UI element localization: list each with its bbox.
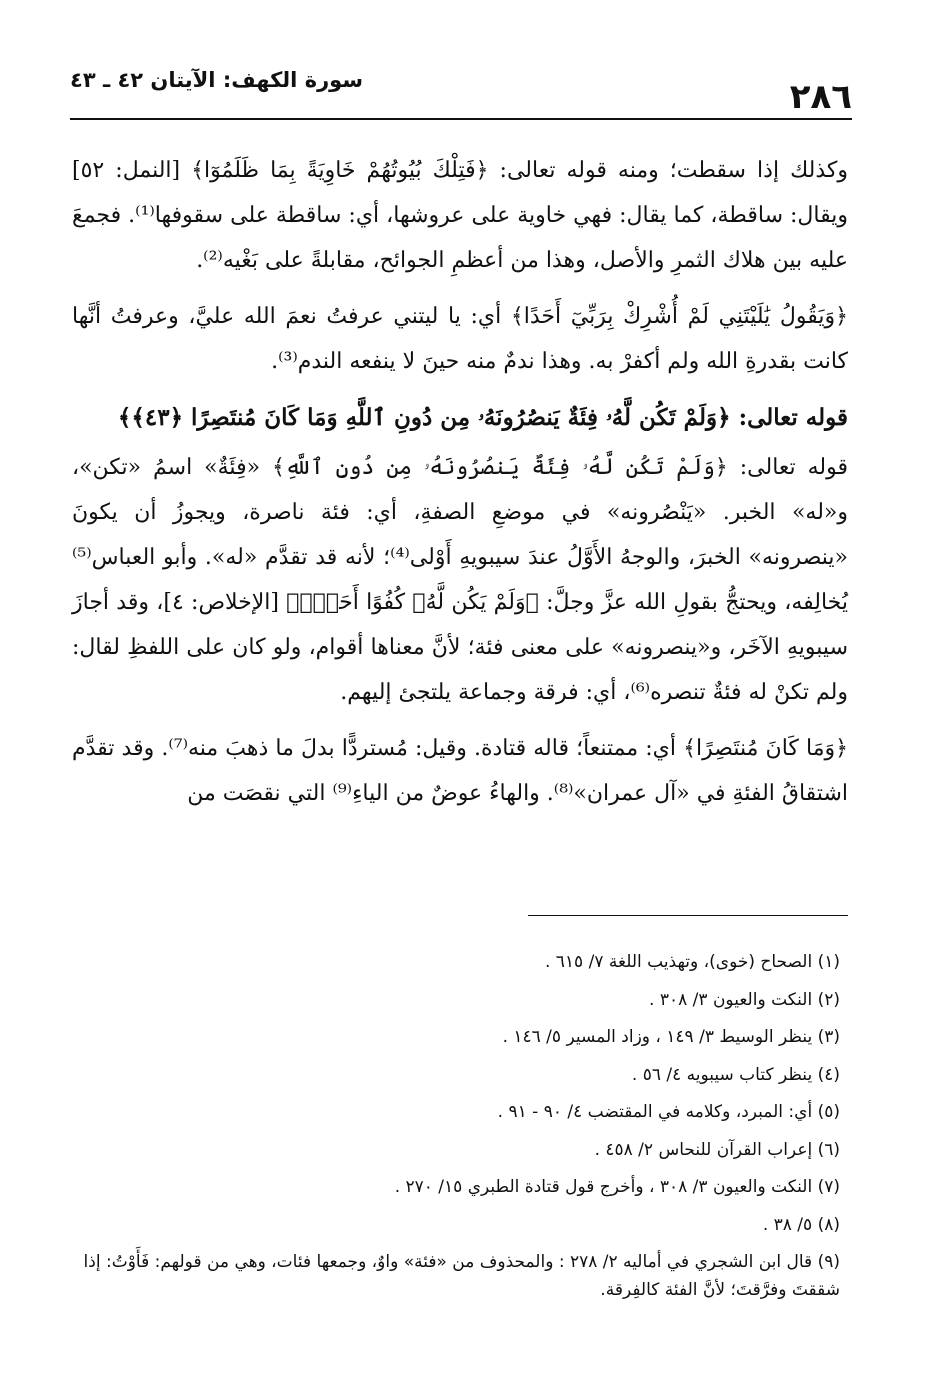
footnote-5: (٥) أي: المبرد، وكلامه في المقتضب ٤/ ٩٠ - ٩١ .: [497, 1102, 840, 1122]
footnotes: [76, 944, 840, 1304]
footnote-8: (٨) ٥/ ٣٨ .: [762, 1214, 840, 1235]
page-number: ٢٨٦: [789, 77, 852, 117]
paragraph-2: [72, 294, 848, 384]
quran-verse-4: ﴿ وَلَمْ يَكُن لَّهُۥ كُفُوًا أَحَدٌۢ ﴾: [286, 590, 539, 615]
paragraph-3-intro: قوله تعالى:: [739, 455, 849, 480]
paragraph-1-body: [النمل: ٥٢] ويقال: ساقطة، كما يقال: فهي خاوية على عروشها، أي: ساقطة على سقوفها⁽¹⁾. فجمعَ عليه بين هلاك الثمرِ والأصل، وهذا من أعظمِ الجوائح، مقابلةً على بَغْيه⁽²⁾.: [72, 158, 848, 273]
verse-heading-label: قوله تعالى:: [738, 404, 848, 431]
verse-heading-quran: ﴿ وَلَمْ تَكُن لَّهُۥ فِئَةٌ يَنصُرُونَهُۥ مِن دُونِ ٱللَّهِ وَمَا كَانَ مُنتَصِرًا ﴿٤٣﴾ ﴾: [118, 404, 731, 431]
quran-verse-2: ﴿ وَيَقُولُ يَٰلَيْتَنِي لَمْ أُشْرِكْ بِرَبِّيٓ أَحَدًا ﴾: [511, 304, 848, 329]
quran-verse-1: ﴿ فَتِلْكَ بُيُوتُهُمْ خَاوِيَةً بِمَا ظَلَمُوٓا ﴾: [191, 158, 488, 183]
page-header: [70, 66, 852, 120]
paragraph-2-body: أي: يا ليتني عرفتُ نعمَ الله عليَّ، وعرفتُ أنَّها كانت بقدرةِ الله ولم أكفرْ به. وهذا ندمٌ منه حينَ لا ينفعه الندم⁽³⁾.: [72, 304, 848, 374]
footnote-4: (٤) ينظر كتاب سيبويه ٤/ ٥٦ .: [631, 1064, 840, 1085]
main-text: [72, 148, 848, 816]
verse-heading: [72, 395, 848, 440]
footnote-separator: [528, 915, 848, 916]
quran-verse-3: ﴿ وَلَمْ تَكُن لَّهُۥ فِئَةٌ يَنصُرُونَهُۥ مِن دُونِ ٱللَّهِ ﴾: [272, 455, 728, 480]
running-title: سورة الكهف: الآيتان ٤٢ ـ ٤٣: [70, 68, 363, 92]
paragraph-3-body-2: [الإخلاص: ٤]، وقد أجازَ سيبويهِ الآخَر، و«ينصرونه» على معنى فئة؛ لأنَّ معناها أقوام، ولو كان على اللفظِ لقال: ولم تكنْ له فئةٌ تنصره⁽⁶⁾، أي: فرقة وجماعة يلتجئ إليهم.: [72, 590, 848, 705]
paragraph-3: [72, 445, 848, 715]
paragraph-1: [72, 148, 848, 283]
footnote-3: (٣) ينظر الوسيط ٣/ ١٤٩ ، وزاد المسير ٥/ ١٤٦ .: [502, 1027, 840, 1047]
paragraph-3-body: «فِئَةٌ» اسمُ «تكن»، و«له» الخبر. «يَنْصُرونه» في موضعِ الصفةِ، أي: فئة ناصرة، ويجوزُ أن يكونَ «ينصرونه» الخبرَ، والوجهُ الأَوَّلُ عندَ سيبويهِ أَوْلى⁽⁴⁾؛ لأنه قد تقدَّم «له». وأبو العباس⁽⁵⁾ يُخالِفه، ويحتجُّ بقولِ الله عزَّ وجلَّ:: [72, 455, 848, 615]
paragraph-1-intro: وكذلك إذا سقطت؛ ومنه قوله تعالى:: [499, 158, 848, 183]
footnote-9: (٩) قال ابن الشجري في أماليه ٢/ ٢٧٨ : والمحذوف من «فئة» واوٌ، وجمعها فئات، وهي من قولهم: فَأَوْتُ: إذا شققتَ وفرَّقتَ؛ لأنَّ الفئة كالفِرقة.: [83, 1252, 840, 1300]
paragraph-4: [72, 726, 848, 816]
paragraph-4-body: أي: ممتنعاً؛ قاله قتادة. وقيل: مُستردًّا بدلَ ما ذهبَ منه⁽⁷⁾. وقد تقدَّم اشتقاقُ الفئةِ في «آل عمران»⁽⁸⁾. والهاءُ عوضٌ من الياءِ⁽⁹⁾ التي نقصَت من: [72, 736, 848, 806]
footnote-7: (٧) النكت والعيون ٣/ ٣٠٨ ، وأخرج قول قتادة الطبري ١٥/ ٢٧٠ .: [394, 1177, 840, 1197]
quran-verse-5: ﴿ وَمَا كَانَ مُنتَصِرًا ﴾: [683, 736, 848, 761]
footnote-2: (٢) النكت والعيون ٣/ ٣٠٨ .: [649, 989, 840, 1010]
footnote-6: (٦) إعراب القرآن للنحاس ٢/ ٤٥٨ .: [594, 1139, 840, 1160]
footnote-1: (١) الصحاح (خوى)، وتهذيب اللغة ٧/ ٦١٥ .: [544, 952, 840, 972]
